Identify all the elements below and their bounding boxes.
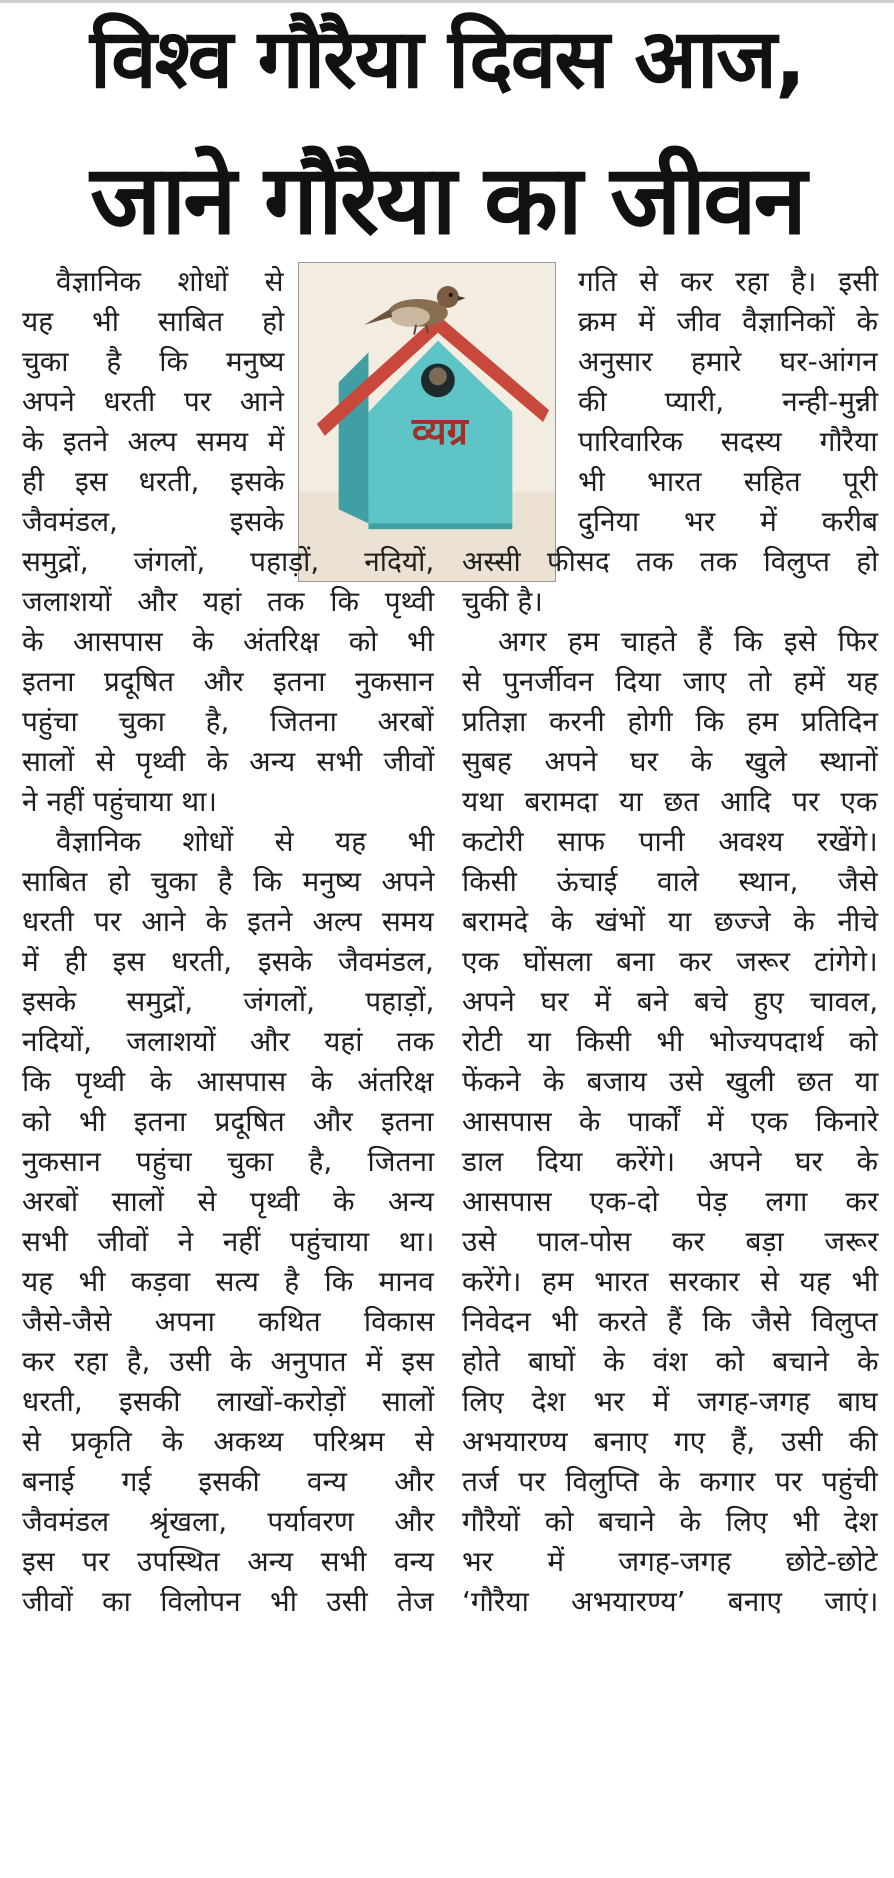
left-text-line: ही इस धरती, इसके — [22, 465, 285, 498]
left-text-line: इतना प्रदूषित और इतना नुकसान — [22, 665, 434, 698]
left-text-line: से प्रकृति के अकथ्य परिश्रम से — [22, 1425, 434, 1458]
right-text-line: डाल दिया करेंगे। अपने घर के — [462, 1145, 879, 1178]
left-text-line: के आसपास के अंतरिक्ष को भी — [22, 625, 434, 658]
right-text-line: अगर हम चाहते हैं कि इसे फिर — [498, 625, 879, 658]
right-text-line: किसी ऊंचाई वाले स्थान, जैसे — [462, 865, 878, 898]
right-text-line: की प्यारी, नन्ही-मुन्नी — [578, 385, 879, 418]
right-text-line: रोटी या किसी भी भोज्यपदार्थ को — [462, 1025, 878, 1058]
left-text-line: कि पृथ्वी के आसपास के अंतरिक्ष — [22, 1065, 434, 1098]
headline-line-1: विश्व गौरैया दिवस आज, — [89, 12, 805, 107]
left-text-line: जलाशयों और यहां तक कि पृथ्वी — [22, 585, 435, 618]
right-text-line: होते बाघों के वंश को बचाने के — [462, 1345, 879, 1378]
left-text-line: पहुंचा चुका है, जितना अरबों — [22, 705, 434, 738]
left-text-line: इस पर उपस्थित अन्य सभी वन्य — [22, 1545, 435, 1578]
right-text-line: अनुसार हमारे घर-आंगन — [578, 345, 878, 378]
right-text-line: भर में जगह-जगह छोटे-छोटे — [462, 1545, 878, 1578]
left-text-line: वैज्ञानिक शोधों से — [56, 265, 284, 298]
left-text-line: कर रहा है, उसी के अनुपात में इस — [22, 1345, 435, 1378]
left-text-line: यह भी कड़वा सत्य है कि मानव — [22, 1265, 434, 1298]
right-text-line: करेंगे। हम भारत सरकार से यह भी — [462, 1265, 879, 1298]
headline-line-2: जाने गौरैया का जीवन — [90, 144, 804, 256]
right-text-line: अस्सी फीसद तक तक विलुप्त हो — [462, 545, 879, 578]
birdhouse-label: व्यग्र — [411, 408, 468, 453]
right-text-line: आसपास के पार्कों में एक किनारे — [462, 1105, 879, 1138]
sparrow-birdhouse-photo — [298, 262, 556, 582]
left-text-line: सालों से पृथ्वी के अन्य सभी जीवों — [22, 745, 435, 778]
right-text-line: क्रम में जीव वैज्ञानिकों के — [578, 305, 879, 338]
left-text-line: वैज्ञानिक शोधों से यह भी — [56, 825, 435, 858]
right-text-line: गति से कर रहा है। इसी — [578, 265, 879, 298]
right-text-line: आसपास एक-दो पेड़ लगा कर — [462, 1185, 879, 1218]
top-rule — [0, 0, 894, 3]
right-text-line: लिए देश भर में जगह-जगह बाघ — [462, 1385, 878, 1418]
left-text-line: नुकसान पहुंचा चुका है, जितना — [22, 1145, 435, 1178]
left-text-line: जैसे-जैसे अपना कथित विकास — [22, 1305, 435, 1338]
right-text-line: बरामदे के खंभों या छज्जे के नीचे — [462, 905, 879, 938]
right-text-line: सुबह अपने घर के खुले स्थानों — [462, 745, 878, 778]
right-text-line: पारिवारिक सदस्य गौरैया — [578, 425, 878, 458]
left-text-line: बनाई गई इसकी वन्य और — [22, 1465, 435, 1498]
right-text-line: अभयारण्य बनाए गए हैं, उसी की — [462, 1425, 878, 1458]
left-text-line: यह भी साबित हो — [22, 305, 285, 338]
left-text-line: ने नहीं पहुंचाया था। — [22, 785, 217, 818]
left-text-line: जैवमंडल श्रृंखला, पर्यावरण और — [22, 1505, 435, 1538]
right-text-line: चुकी है। — [462, 585, 543, 618]
left-text-line: धरती पर आने के इतने अल्प समय — [22, 905, 434, 938]
birdhouse-illustration — [299, 263, 555, 581]
right-text-line: यथा बरामदा या छत आदि पर एक — [462, 785, 878, 818]
birdhouse-side — [339, 353, 369, 524]
left-text-line: धरती, इसकी लाखों-करोड़ों सालों — [22, 1385, 435, 1418]
left-text-line: अपने धरती पर आने — [22, 385, 284, 418]
right-text-line: भी भारत सहित पूरी — [578, 465, 878, 498]
right-text-line: एक घोंसला बना कर जरूर टांगेगे। — [462, 945, 878, 978]
right-text-line: निवेदन भी करते हैं कि जैसे विलुप्त — [462, 1305, 878, 1338]
left-text-line: जीवों का विलोपन भी उसी तेज — [22, 1585, 434, 1618]
left-text-line: सभी जीवों ने नहीं पहुंचाया था। — [22, 1225, 435, 1258]
left-text-line: के इतने अल्प समय में — [22, 425, 285, 458]
left-text-line: समुद्रों, जंगलों, पहाड़ों, नदियों, — [22, 545, 435, 578]
left-text-line: नदियों, जलाशयों और यहां तक — [22, 1025, 435, 1058]
right-text-line: ‘गौरैया अभयारण्य’ बनाए जाएं। — [462, 1585, 879, 1618]
left-text-line: चुका है कि मनुष्य — [22, 345, 285, 378]
right-text-line: गौरैयों को बचाने के लिए भी देश — [462, 1505, 878, 1538]
left-text-line: अरबों सालों से पृथ्वी के अन्य — [22, 1185, 434, 1218]
right-text-line: प्रतिज्ञा करनी होगी कि हम प्रतिदिन — [462, 705, 878, 738]
right-text-line: अपने घर में बने बचे हुए चावल, — [462, 985, 879, 1018]
right-text-line: से पुनर्जीवन दिया जाए तो हमें यह — [462, 665, 878, 698]
right-text-line: तर्ज पर विलुप्ति के कगार पर पहुंची — [462, 1465, 878, 1498]
left-text-line: में ही इस धरती, इसके जैवमंडल, — [22, 945, 434, 978]
left-text-line: जैवमंडल, इसके — [22, 505, 285, 538]
right-text-line: फेंकने के बजाय उसे खुली छत या — [462, 1065, 879, 1098]
right-text-line: कटोरी साफ पानी अवश्य रखेंगे। — [462, 825, 878, 858]
left-text-line: को भी इतना प्रदूषित और इतना — [22, 1105, 434, 1138]
right-text-line: उसे पाल-पोस कर बड़ा जरूर — [462, 1225, 879, 1258]
right-text-line: दुनिया भर में करीब — [578, 505, 878, 538]
left-text-line: साबित हो चुका है कि मनुष्य अपने — [22, 865, 435, 898]
left-text-line: इसके समुद्रों, जंगलों, पहाड़ों, — [22, 985, 435, 1018]
